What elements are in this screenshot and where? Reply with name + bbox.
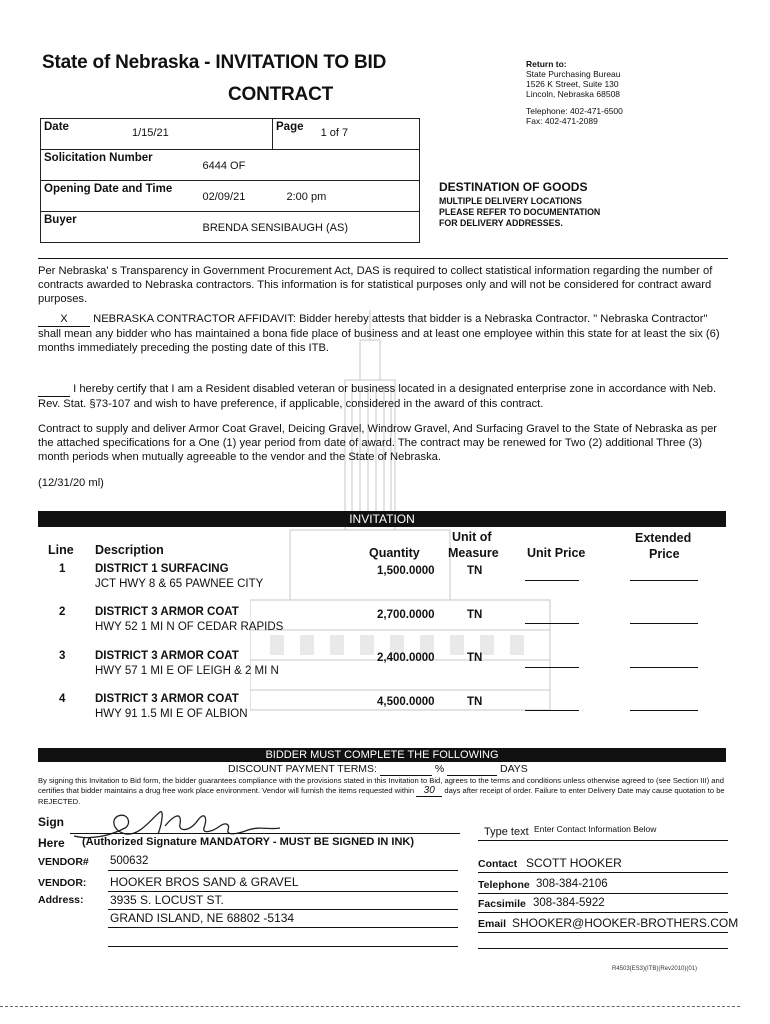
col-quantity-header: Quantity	[369, 546, 420, 560]
delivery-days-field[interactable]: 30	[416, 786, 442, 797]
destination-line3: FOR DELIVERY ADDRESSES.	[439, 218, 563, 228]
destination-block	[439, 180, 600, 229]
percent-sign: %	[434, 763, 445, 775]
contact-value[interactable]: SCOTT HOOKER	[526, 856, 622, 870]
destination-line1: MULTIPLE DELIVERY LOCATIONS	[439, 196, 582, 206]
solicitation-value: 6444 OF	[202, 160, 246, 172]
veteran-text: I hereby certify that I am a Resident disabled veteran or business located in a designated enterprise zone in accordance with Neb. Rev. Stat. §73-107 and wish to have preference, if applicable, considered in the award of this contract.	[38, 383, 717, 410]
contact-top-rule	[478, 840, 728, 841]
line-location: HWY 57 1 MI E OF LEIGH & 2 MI N	[95, 665, 279, 677]
opening-date: 02/09/21	[202, 191, 246, 203]
buyer-cell	[41, 212, 420, 243]
extended-price-blank	[630, 666, 698, 668]
vendor-number-value[interactable]: 500632	[110, 855, 149, 867]
line-unit-of-measure: TN	[467, 565, 483, 577]
line-unit-of-measure: TN	[467, 652, 483, 664]
email-label: Email	[478, 918, 507, 930]
email-rule	[478, 932, 728, 933]
revision-note: (12/31/20 ml)	[38, 477, 104, 489]
line-description: DISTRICT 3 ARMOR COAT	[95, 606, 239, 618]
vendor-number-rule	[108, 870, 458, 871]
veteran-checkbox-line	[38, 382, 70, 397]
affidavit-checkmark: X	[38, 312, 90, 327]
line-description: DISTRICT 1 SURFACING	[95, 563, 229, 575]
affidavit-text: NEBRASKA CONTRACTOR AFFIDAVIT: Bidder hereby attests that bidder is a Nebraska Contractor. " Nebraska Contractor" shall mean any bidder who has maintained a bona fide place of business and at least one employee within this state for at least the six (6) months immediately preceding the posting date of this ITB.	[38, 313, 720, 354]
address-line3-rule	[108, 946, 458, 947]
page-value: 1 of 7	[320, 127, 349, 139]
discount-percent-field[interactable]	[380, 763, 432, 776]
line-unit-of-measure: TN	[467, 696, 483, 708]
discount-days-field[interactable]	[447, 763, 497, 776]
email-value[interactable]: SHOOKER@HOOKER-BROTHERS.COM	[512, 916, 739, 930]
return-to-block	[526, 59, 623, 126]
solicitation-info-table	[40, 118, 420, 243]
return-to-line3: Lincoln, Nebraska 68508	[526, 89, 621, 99]
return-to-label: Return to:	[526, 59, 567, 69]
address-line2-rule	[108, 927, 458, 928]
solicitation-label: Solicitation Number	[44, 152, 153, 164]
document-title-line1: State of Nebraska - INVITATION TO BID	[42, 52, 387, 73]
unit-price-blank	[525, 579, 579, 581]
affidavit-paragraph	[38, 312, 728, 355]
opening-time: 2:00 pm	[286, 191, 327, 203]
return-to-phone: Telephone: 402-471-6500	[526, 106, 623, 116]
line-location: JCT HWY 8 & 65 PAWNEE CITY	[95, 578, 264, 590]
header-divider	[38, 258, 728, 259]
date-cell	[41, 119, 273, 150]
sign-label: Sign	[38, 815, 64, 829]
veteran-paragraph	[38, 382, 728, 411]
page-cell	[273, 119, 420, 150]
date-value: 1/15/21	[132, 127, 169, 139]
line-location: HWY 91 1.5 MI E OF ALBION	[95, 708, 248, 720]
unit-price-blank	[525, 622, 579, 624]
address-line2[interactable]: GRAND ISLAND, NE 68802 -5134	[110, 911, 295, 925]
type-text-label: Type text	[484, 826, 529, 838]
terms-days-label: days	[444, 786, 461, 795]
contact-rule	[478, 872, 728, 873]
form-code: R4503(ES3)(ITB)(Rev2010)(01)	[612, 966, 698, 972]
transparency-paragraph: Per Nebraska' s Transparency in Government Procurement Act, DAS is required to collect statistical information regarding the number of contracts awarded to Nebraska contractors. This information is for statistical purposes only and will not be considered for contract award purposes.	[38, 265, 713, 305]
line-number: 2	[59, 606, 66, 618]
line-unit-of-measure: TN	[467, 609, 483, 621]
discount-terms-label: DISCOUNT PAYMENT TERMS:	[228, 763, 377, 775]
page-bottom-dash	[0, 1006, 740, 1007]
enter-contact-label: Enter Contact Information Below	[534, 824, 657, 834]
address-label: Address:	[38, 894, 84, 906]
extended-price-blank	[630, 709, 698, 711]
bidder-terms-text	[38, 776, 728, 807]
col-line-header: Line	[48, 543, 74, 557]
line-quantity: 2,400.0000	[377, 652, 435, 664]
return-to-line1: State Purchasing Bureau	[526, 69, 621, 79]
opening-cell	[41, 181, 420, 212]
opening-label: Opening Date and Time	[44, 183, 173, 195]
extended-price-blank	[630, 579, 698, 581]
signature-note: (Authorized Signature MANDATORY - MUST BE SIGNED IN INK)	[82, 836, 415, 848]
line-location: HWY 52 1 MI N OF CEDAR RAPIDS	[95, 621, 284, 633]
terms-text-continued: after receipt of order. Failure to enter Delivery Date may cause quotation to be REJECTED.	[38, 786, 725, 806]
line-quantity: 1,500.0000	[377, 565, 435, 577]
line-number: 4	[59, 693, 66, 705]
col-unit-top-header: Unit of	[452, 530, 492, 544]
contract-paragraph: Contract to supply and deliver Armor Coat Gravel, Deicing Gravel, Windrow Gravel, And Surfacing Gravel to the State of Nebraska as per the attached specifications for a One (1) year period from date of award. The contract may be renewed for Two (2) additional Three (3) month periods when mutually agreeable to the vendor and the State of Nebraska.	[38, 423, 718, 463]
line-quantity: 2,700.0000	[377, 609, 435, 621]
buyer-label: Buyer	[44, 214, 77, 226]
extended-price-blank	[630, 622, 698, 624]
line-number: 3	[59, 650, 66, 662]
buyer-value: BRENDA SENSIBAUGH (AS)	[202, 222, 348, 234]
contact-bottom-rule	[478, 948, 728, 949]
destination-title: DESTINATION OF GOODS	[439, 180, 588, 194]
facsimile-label: Facsimile	[478, 898, 526, 910]
vendor-name-rule	[108, 891, 458, 892]
address-line1-rule	[108, 909, 458, 910]
signature-line	[70, 833, 460, 834]
col-description-header: Description	[95, 543, 164, 557]
line-description: DISTRICT 3 ARMOR COAT	[95, 693, 239, 705]
date-label: Date	[44, 121, 69, 133]
discount-terms-row	[228, 763, 528, 776]
col-extended-top-header: Extended	[635, 531, 692, 545]
address-line1[interactable]: 3935 S. LOCUST ST.	[110, 893, 224, 907]
document-title-line2: CONTRACT	[228, 84, 333, 105]
terms-text: By signing this Invitation to Bid form, the bidder guarantees compliance with the provisions stated in this Invitation to Bid, agrees to the terms and conditions unless otherwise agreed to (see Section III) and certifies that bidder maintains a drug free work place environment. Vendor will furnish the items requested within	[38, 776, 724, 795]
solicitation-cell	[41, 150, 420, 181]
bidder-bar: BIDDER MUST COMPLETE THE FOLLOWING	[38, 748, 726, 762]
return-to-line2: 1526 K Street, Suite 130	[526, 79, 619, 89]
facsimile-value[interactable]: 308-384-5922	[533, 897, 605, 909]
line-description: DISTRICT 3 ARMOR COAT	[95, 650, 239, 662]
return-to-fax: Fax: 402-471-2089	[526, 116, 598, 126]
vendor-label: VENDOR:	[38, 877, 87, 889]
line-number: 1	[59, 563, 66, 575]
days-label: DAYS	[500, 763, 528, 775]
line-quantity: 4,500.0000	[377, 696, 435, 708]
vendor-number-label: VENDOR#	[38, 856, 89, 868]
telephone-rule	[478, 893, 728, 894]
col-unit-price-header: Unit Price	[527, 546, 586, 560]
invitation-bar: INVITATION	[38, 511, 726, 527]
col-unit-bottom-header: Measure	[448, 546, 499, 560]
contact-label: Contact	[478, 858, 518, 870]
unit-price-blank	[525, 666, 579, 668]
destination-line2: PLEASE REFER TO DOCUMENTATION	[439, 207, 601, 217]
here-label: Here	[38, 836, 65, 850]
unit-price-blank	[525, 709, 579, 711]
page-label: Page	[276, 121, 304, 133]
telephone-value[interactable]: 308-384-2106	[536, 878, 608, 890]
facsimile-rule	[478, 912, 728, 913]
col-extended-bottom-header: Price	[649, 547, 680, 561]
vendor-name-value[interactable]: HOOKER BROS SAND & GRAVEL	[110, 875, 299, 889]
telephone-label: Telephone	[478, 879, 530, 891]
